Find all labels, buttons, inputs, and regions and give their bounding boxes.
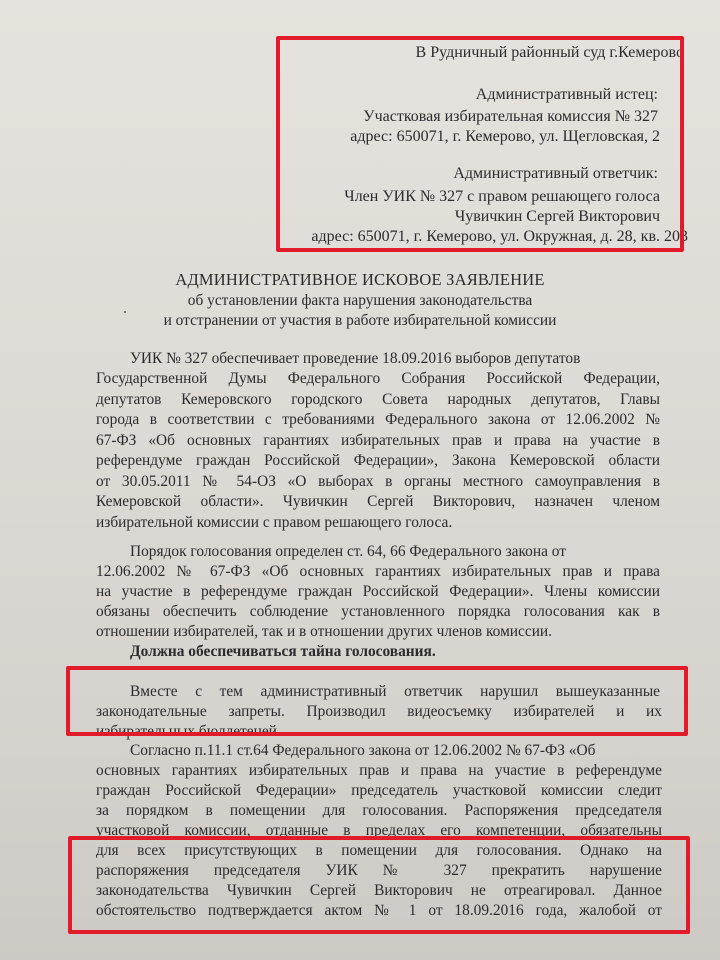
p3-line-1: Вместе с тем административный ответчик нарушил вышеуказанные <box>130 683 660 700</box>
p1-line-4: города в соответствии с требованиями Федерального закона от 12.06.2002 № <box>96 411 660 428</box>
court-name: В Рудничный районный суд г.Кемерово <box>415 44 684 61</box>
p1-line-1: УИК № 327 обеспечивает проведение 18.09.2016 выборов депутатов <box>130 350 581 367</box>
p4-line-4: за порядком в помещении для голосования. Распоряжения председателя <box>96 802 662 819</box>
p3-line-3: избирательных бюллетеней. <box>96 723 281 740</box>
document-subtitle-2: и отстранении от участия в работе избирательной комиссии <box>163 312 557 329</box>
p2-line-2: 12.06.2002 № 67-ФЗ «Об основных гарантиях избирательных прав и права <box>96 563 660 580</box>
p4-line-9: обстоятельство подтверждается актом № 1 от 18.09.2016 года, жалобой от <box>96 902 662 919</box>
p2-line-3: на участие в референдуме граждан Российской Федерации». Члены комиссии <box>96 583 660 600</box>
p4-line-8: законодательства Чувичкин Сергей Викторович не отреагировал. Данное <box>96 882 662 899</box>
plaintiff-address: адрес: 650071, г. Кемерово, ул. Щегловская, 2 <box>350 128 660 145</box>
highlight-box-ignored-orders <box>68 836 690 934</box>
p1-line-9: избирательной комиссии с правом решающего голоса. <box>96 514 453 531</box>
p1-line-6: референдуме граждан Российской Федерации», Закона Кемеровской области <box>96 452 660 469</box>
defendant-label: Административный ответчик: <box>453 165 658 182</box>
highlight-box-violation <box>66 666 688 736</box>
document-subtitle-1: об установлении факта нарушения законодательства <box>187 292 533 309</box>
p2-line-4: обязаны обеспечить соблюдение установленного порядка голосования как в <box>96 603 660 620</box>
highlight-box-header <box>276 36 684 252</box>
p4-line-1: Согласно п.11.1 ст.64 Федерального закона от 12.06.2002 № 67-ФЗ «Об <box>130 742 596 759</box>
secrecy-statement: Должна обеспечиваться тайна голосования. <box>130 643 436 660</box>
p4-line-7: распоряжения председателя УИК № 327 прекратить нарушение <box>96 862 662 879</box>
p4-line-5: участковой комиссии, отданные в пределах его компетенции, обязательны <box>96 822 662 839</box>
p1-line-3: депутатов Кемеровского городского Совета народных депутатов, Главы <box>96 391 660 408</box>
plaintiff-label: Административный истец: <box>475 86 658 103</box>
p4-line-2: основных гарантиях избирательных прав и права на участие в референдуме <box>96 762 662 779</box>
p1-line-5: 67-ФЗ «Об основных гарантиях избирательных прав и права на участие в <box>96 432 660 449</box>
p4-line-6: для всех присутствующих в помещении для голосования. Однако на <box>96 842 662 859</box>
speck <box>124 311 126 313</box>
defendant-role: Член УИК № 327 с правом решающего голоса <box>344 188 660 205</box>
p2-line-1: Порядок голосования определен ст. 64, 66 Федерального закона от <box>130 543 567 560</box>
defendant-name: Чувичкин Сергей Викторович <box>454 208 660 225</box>
plaintiff-name: Участковая избирательная комиссия № 327 <box>363 108 658 125</box>
document-title: АДМИНИСТРАТИВНОЕ ИСКОВОЕ ЗАЯВЛЕНИЕ <box>175 270 545 289</box>
p3-line-2: законодательные запреты. Производил видеосъемку избирателей и их <box>96 703 662 720</box>
p1-line-8: Кемеровской области». Чувичкин Сергей Викторович, назначен членом <box>96 493 660 510</box>
p1-line-7: от 30.05.2011 № 54-ОЗ «О выборах в органы местного самоуправления в <box>96 473 660 490</box>
p1-line-2: Государственной Думы Федерального Собрания Российской Федерации, <box>96 370 660 387</box>
p2-line-5: отношении избирателей, так и в отношении других членов комиссии. <box>96 623 553 640</box>
defendant-address: адрес: 650071, г. Кемерово, ул. Окружная, д. 28, кв. 203 <box>311 228 688 245</box>
p4-line-3: граждан Российской Федерации» председатель участковой комиссии следит <box>96 782 662 799</box>
